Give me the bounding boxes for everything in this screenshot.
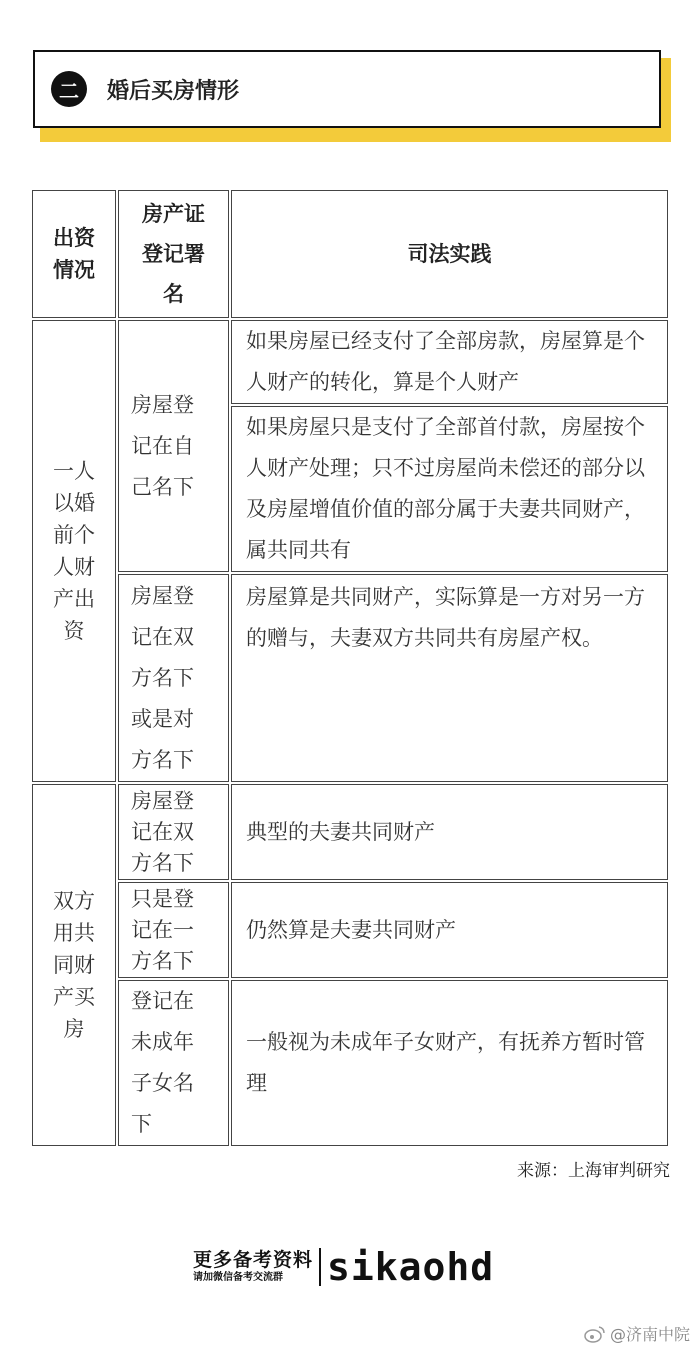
practice-cell: 一般视为未成年子女财产，有抚养方暂时管理 — [231, 980, 668, 1146]
section-header — [33, 50, 661, 128]
section-number-badge: 二 — [51, 71, 87, 107]
practice-cell: 如果房屋只是支付了全部首付款，房屋按个人财产处理；只不过房屋尚未偿还的部分以及房屋增值价值的部分属于夫妻共同财产，属共同共有 — [231, 406, 668, 572]
footer-divider — [319, 1248, 321, 1286]
funding-cell: 一人以婚前个人财产出资 — [32, 320, 116, 782]
header-practice: 司法实践 — [231, 190, 668, 318]
practice-cell: 典型的夫妻共同财产 — [231, 784, 668, 880]
footer-banner — [193, 1245, 494, 1289]
practice-cell: 仍然算是夫妻共同财产 — [231, 882, 668, 978]
weibo-handle: @济南中院 — [609, 1325, 690, 1344]
footer-brand: sikaohd — [327, 1245, 495, 1289]
weibo-icon — [584, 1325, 606, 1343]
practice-cell: 如果房屋已经支付了全部房款，房屋算是个人财产的转化，算是个人财产 — [231, 320, 668, 404]
practice-cell: 房屋算是共同财产，实际算是一方对另一方的赠与，夫妻双方共同共有房屋产权。 — [231, 574, 668, 782]
section-title: 婚后买房情形 — [107, 78, 240, 104]
registration-cell: 房屋登记在双方名下或是对方名下 — [118, 574, 229, 782]
registration-cell: 房屋登记在双方名下 — [118, 784, 229, 880]
source-note: 来源：上海审判研究 — [517, 1161, 670, 1181]
registration-cell: 登记在未成年子女名下 — [118, 980, 229, 1146]
funding-cell: 双方用共同财产买房 — [32, 784, 116, 1146]
header-registration: 房产证登记署名 — [118, 190, 229, 318]
footer-tagline: 更多备考资料 — [193, 1249, 314, 1271]
weibo-watermark — [584, 1322, 690, 1345]
registration-cell: 房屋登记在自己名下 — [118, 320, 229, 572]
registration-cell: 只是登记在一方名下 — [118, 882, 229, 978]
footer-subtagline: 请加微信备考交流群 — [193, 1272, 283, 1283]
header-funding: 出资情况 — [32, 190, 116, 318]
